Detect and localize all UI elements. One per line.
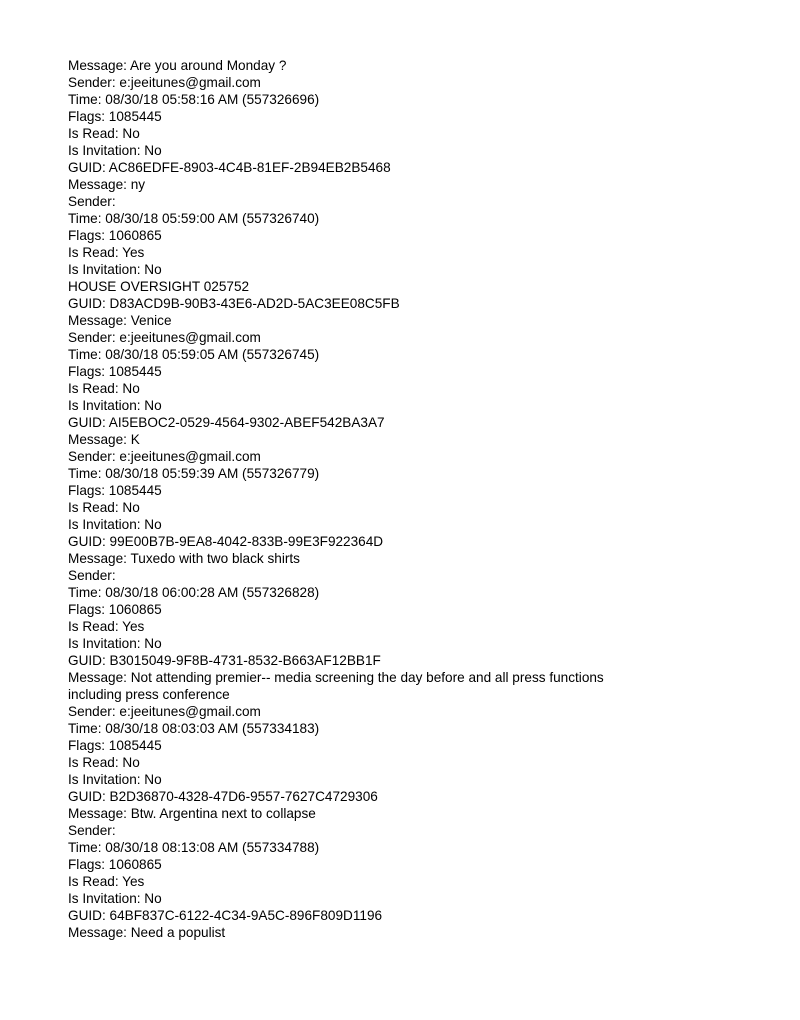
message-text: Message: Tuxedo with two black shirts [68,551,300,566]
bates-stamp: HOUSE OVERSIGHT 025752 [68,279,250,294]
guid-field: GUID: 99E00B7B-9EA8-4042-833B-99E3F922364D [68,534,384,549]
is-read-field: Is Read: No [68,500,140,515]
flags-field: Flags: 1060865 [68,602,162,617]
is-read-field: Is Read: Yes [68,245,145,260]
is-invitation-field: Is Invitation: No [68,636,162,651]
time-field: Time: 08/30/18 05:59:05 AM (557326745) [68,347,320,362]
message-text: Message: K [68,432,140,447]
message-text: Message: Need a populist [68,925,226,940]
message-text-continued: including press conference [68,687,230,702]
is-invitation-field: Is Invitation: No [68,398,162,413]
flags-field: Flags: 1085445 [68,738,162,753]
guid-field: GUID: B2D36870-4328-47D6-9557-7627C4729306 [68,789,378,804]
flags-field: Flags: 1060865 [68,857,162,872]
sender-field: Sender: e:jeeitunes@gmail.com [68,704,261,719]
guid-field: GUID: 64BF837C-6122-4C34-9A5C-896F809D1196 [68,908,383,923]
flags-field: Flags: 1085445 [68,364,162,379]
is-read-field: Is Read: No [68,126,140,141]
flags-field: Flags: 1085445 [68,109,162,124]
guid-field: GUID: B3015049-9F8B-4731-8532-B663AF12BB1F [68,653,381,668]
sender-field: Sender: [68,823,116,838]
sender-field: Sender: e:jeeitunes@gmail.com [68,449,261,464]
is-read-field: Is Read: No [68,755,140,770]
time-field: Time: 08/30/18 08:03:03 AM (557334183) [68,721,320,736]
flags-field: Flags: 1085445 [68,483,162,498]
is-invitation-field: Is Invitation: No [68,143,162,158]
time-field: Time: 08/30/18 05:59:39 AM (557326779) [68,466,320,481]
time-field: Time: 08/30/18 06:00:28 AM (557326828) [68,585,320,600]
sender-field: Sender: e:jeeitunes@gmail.com [68,330,261,345]
time-field: Time: 08/30/18 08:13:08 AM (557334788) [68,840,320,855]
message-text: Message: Are you around Monday ? [68,58,287,73]
message-text: Message: ny [68,177,146,192]
flags-field: Flags: 1060865 [68,228,162,243]
guid-field: GUID: AC86EDFE-8903-4C4B-81EF-2B94EB2B5468 [68,160,391,175]
is-invitation-field: Is Invitation: No [68,517,162,532]
is-read-field: Is Read: Yes [68,619,145,634]
sender-field: Sender: [68,194,116,209]
message-text: Message: Not attending premier-- media screening the day before and all press functions [68,670,604,685]
is-invitation-field: Is Invitation: No [68,891,162,906]
time-field: Time: 08/30/18 05:58:16 AM (557326696) [68,92,320,107]
message-log-document [68,57,708,941]
sender-field: Sender: [68,568,116,583]
message-text: Message: Venice [68,313,172,328]
is-read-field: Is Read: No [68,381,140,396]
guid-field: GUID: AI5EBOC2-0529-4564-9302-ABEF542BA3A7 [68,415,385,430]
message-text: Message: Btw. Argentina next to collapse [68,806,316,821]
is-invitation-field: Is Invitation: No [68,262,162,277]
is-read-field: Is Read: Yes [68,874,145,889]
sender-field: Sender: e:jeeitunes@gmail.com [68,75,261,90]
time-field: Time: 08/30/18 05:59:00 AM (557326740) [68,211,320,226]
guid-field: GUID: D83ACD9B-90B3-43E6-AD2D-5AC3EE08C5FB [68,296,400,311]
is-invitation-field: Is Invitation: No [68,772,162,787]
